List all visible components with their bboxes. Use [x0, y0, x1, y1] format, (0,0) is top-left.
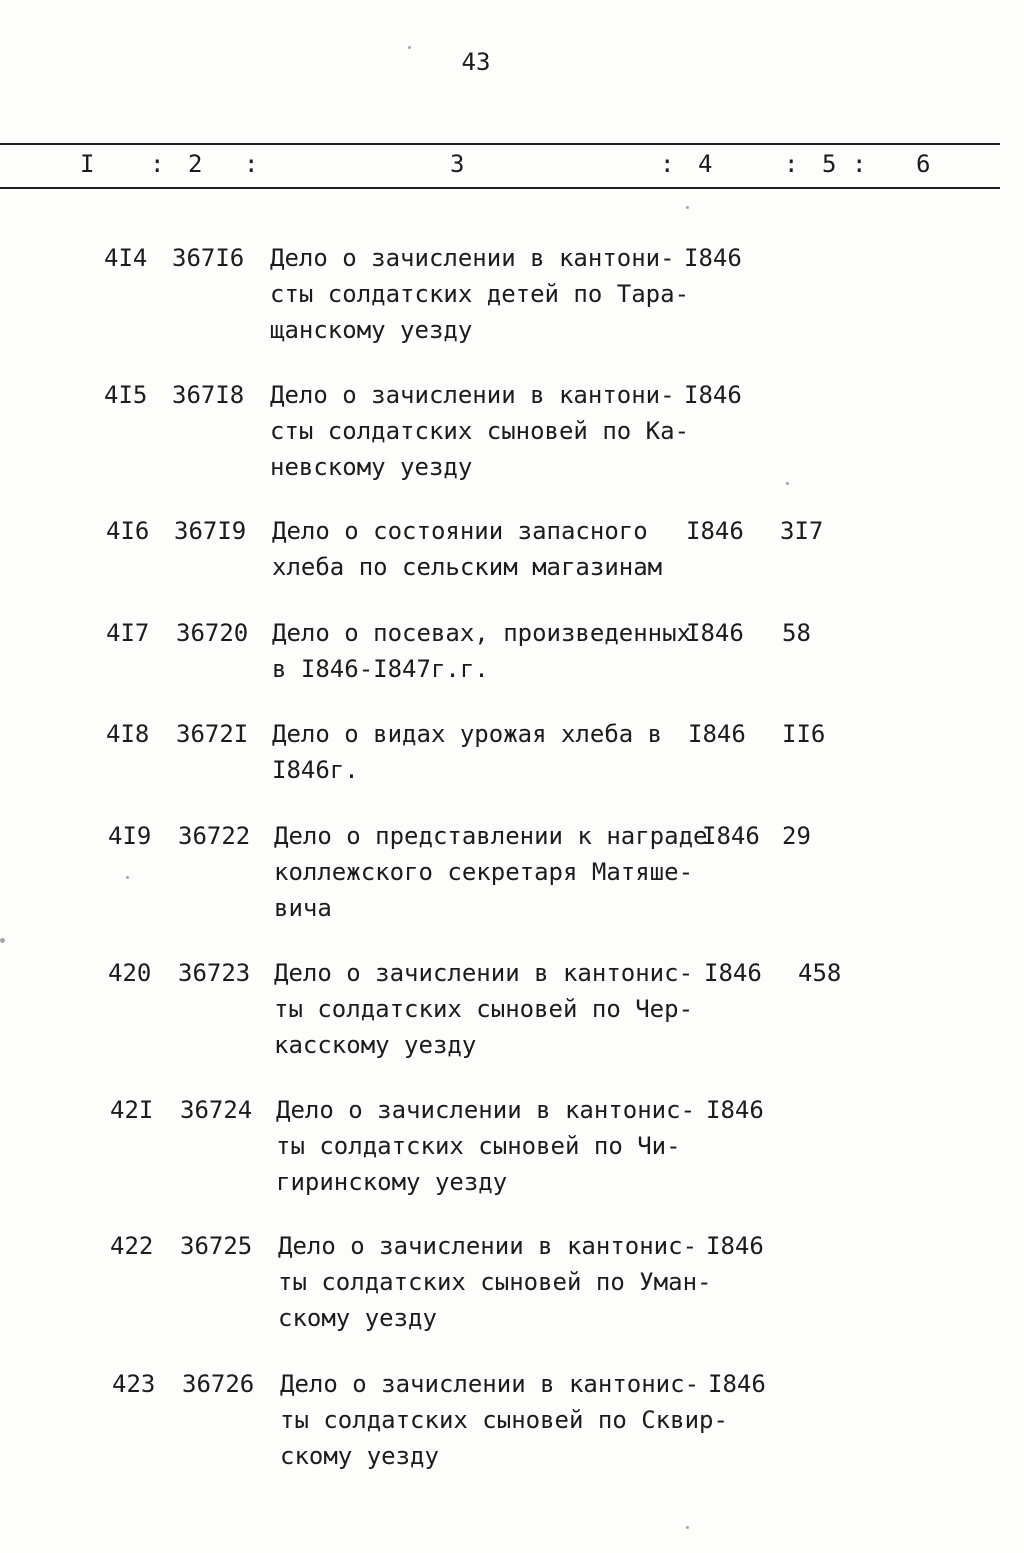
case-description-line: вича	[274, 894, 332, 922]
case-number: 36724	[180, 1096, 253, 1124]
case-description-line: Дело о зачислении в кантони-	[270, 244, 675, 272]
entry-number: 4I8	[106, 720, 150, 748]
case-year: I846	[702, 822, 760, 850]
case-description-line: Дело о зачислении в кантонис-	[274, 959, 694, 987]
case-year: I846	[706, 1096, 764, 1124]
case-description	[272, 513, 702, 585]
case-description-line: хлеба по сельским магазинам	[272, 553, 663, 581]
case-number: 367I9	[174, 517, 247, 545]
case-number: 36723	[178, 959, 251, 987]
header-col-4: 4	[698, 150, 713, 178]
paper-speck	[126, 876, 129, 879]
case-description-line: Дело о зачислении в кантонис-	[280, 1370, 700, 1398]
case-description-line: ты солдатских сыновей по Уман-	[278, 1268, 712, 1296]
header-col-3: 3	[450, 150, 465, 178]
case-number: 36726	[182, 1370, 255, 1398]
header-col-2: 2	[188, 150, 203, 178]
paper-speck	[786, 482, 789, 485]
case-number: 367I6	[172, 244, 245, 272]
case-description-line: скому уезду	[280, 1442, 439, 1470]
case-year: I846	[706, 1232, 764, 1260]
case-description	[274, 955, 704, 1063]
case-description-line: сты солдатских детей по Тара-	[270, 280, 690, 308]
paper-speck	[686, 206, 689, 209]
case-description-line: Дело о зачислении в кантони-	[270, 381, 675, 409]
case-number: 36720	[176, 619, 249, 647]
case-description-line: касскому уезду	[274, 1031, 477, 1059]
case-year: I846	[704, 959, 762, 987]
table-header-bottom-rule	[0, 187, 1000, 189]
case-description	[270, 240, 700, 348]
page-number: 43	[461, 48, 491, 76]
case-description	[280, 1366, 728, 1474]
case-description-line: Дело о видах урожая хлеба в	[272, 720, 663, 748]
case-year: I846	[684, 381, 742, 409]
entry-number: 4I4	[104, 244, 148, 272]
header-separator-1: :	[150, 150, 165, 178]
case-description-line: I846г.	[272, 756, 359, 784]
sheet-count: 458	[798, 959, 842, 987]
case-description-line: скому уезду	[278, 1304, 437, 1332]
case-description-line: Дело о посевах, произведенных	[272, 619, 692, 647]
case-description-line: гиринскому уезду	[276, 1168, 508, 1196]
case-description	[274, 818, 708, 926]
case-description-line: сты солдатских сыновей по Ка-	[270, 417, 690, 445]
case-description-line: Дело о зачислении в кантонис-	[276, 1096, 696, 1124]
header-separator-3: :	[660, 150, 675, 178]
sheet-count: 3I7	[780, 517, 824, 545]
case-year: I846	[686, 517, 744, 545]
entry-number: 422	[110, 1232, 154, 1260]
paper-speck	[408, 46, 411, 49]
sheet-count: 58	[782, 619, 811, 647]
header-col-1: I	[80, 150, 95, 178]
case-year: I846	[688, 720, 746, 748]
case-year: I846	[684, 244, 742, 272]
case-number: 36722	[178, 822, 251, 850]
case-description-line: в I846-I847г.г.	[272, 655, 489, 683]
case-description-line: ты солдатских сыновей по Чер-	[274, 995, 694, 1023]
header-separator-4: :	[784, 150, 799, 178]
header-col-5: 5	[822, 150, 837, 178]
case-description	[270, 377, 700, 485]
entry-number: 42I	[110, 1096, 154, 1124]
case-year: I846	[708, 1370, 766, 1398]
entry-number: 4I5	[104, 381, 148, 409]
sheet-count: II6	[782, 720, 826, 748]
case-description	[278, 1228, 712, 1336]
case-description	[272, 615, 702, 687]
header-col-6: 6	[916, 150, 931, 178]
case-number: 3672I	[176, 720, 249, 748]
header-separator-5: :	[852, 150, 867, 178]
case-description-line: ты солдатских сыновей по Чи-	[276, 1132, 681, 1160]
table-header-top-rule	[0, 143, 1000, 145]
case-description-line: Дело о состоянии запасного	[272, 517, 648, 545]
sheet-count: 29	[782, 822, 811, 850]
case-number: 36725	[180, 1232, 253, 1260]
case-description-line: Дело о зачислении в кантонис-	[278, 1232, 698, 1260]
case-description-line: невскому уезду	[270, 453, 473, 481]
case-year: I846	[686, 619, 744, 647]
entry-number: 420	[108, 959, 152, 987]
case-description-line: щанскому уезду	[270, 316, 473, 344]
entry-number: 4I9	[108, 822, 152, 850]
header-separator-2: :	[244, 150, 259, 178]
entry-number: 4I7	[106, 619, 150, 647]
case-description-line: коллежского секретаря Матяше-	[274, 858, 694, 886]
case-description	[276, 1092, 706, 1200]
case-number: 367I8	[172, 381, 245, 409]
case-description	[272, 716, 702, 788]
case-description-line: ты солдатских сыновей по Сквир-	[280, 1406, 728, 1434]
entry-number: 423	[112, 1370, 156, 1398]
case-description-line: Дело о представлении к награде	[274, 822, 708, 850]
entry-number: 4I6	[106, 517, 150, 545]
paper-speck	[686, 1526, 689, 1529]
paper-speck	[0, 938, 5, 943]
